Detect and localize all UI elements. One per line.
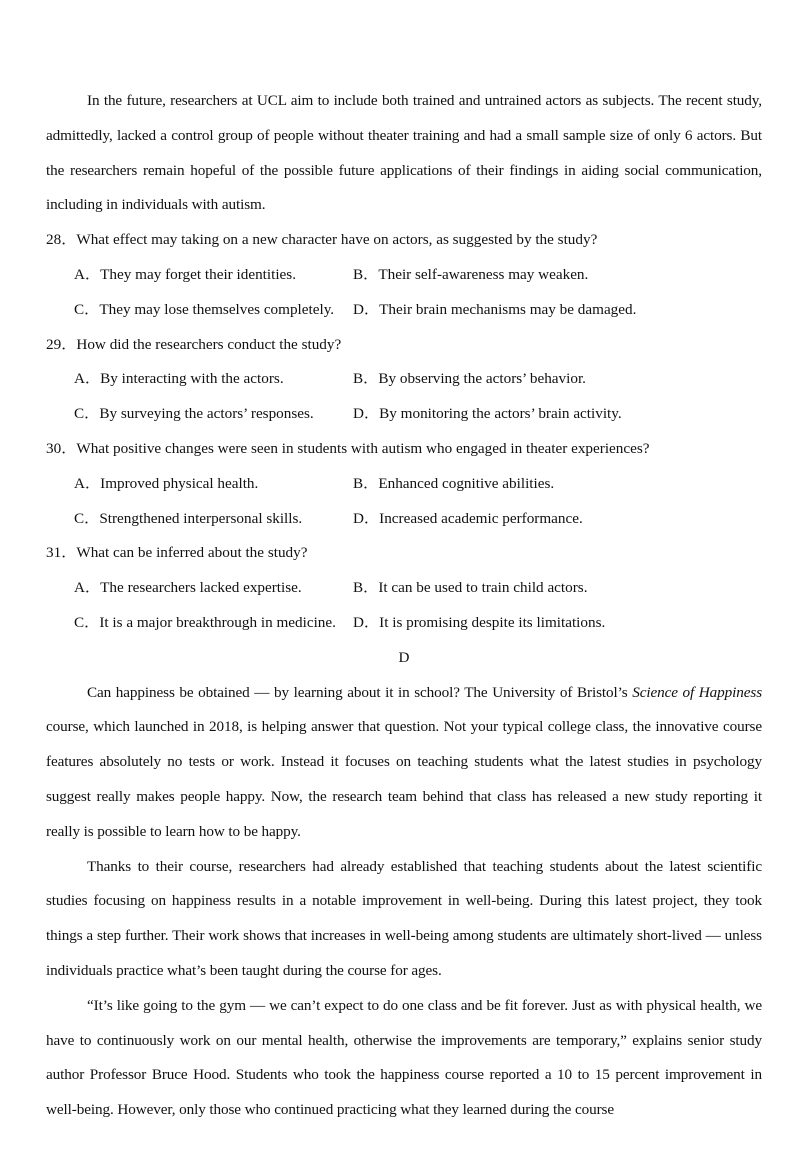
option-row xyxy=(46,397,762,432)
option-row xyxy=(46,467,762,502)
question-number: 30． xyxy=(46,439,77,457)
option-b[interactable]: B．Their self-awareness may weaken. xyxy=(353,265,589,283)
question-text: How did the researchers conduct the study? xyxy=(76,335,342,353)
question-number: 28． xyxy=(46,231,77,249)
question-stem xyxy=(46,432,762,467)
question-29 xyxy=(46,328,762,432)
passage-d-paragraph-3: “It’s like going to the gym — we can’t expect to do one class and be fit forever. Just as with physical health, we have to continuously work on our mental health, otherwise the improvements are temporary,” explains senior study author Professor Bruce Hood. Students who took the happiness course reported a 10 to 15 percent improvement in well-being. However, only those who continued practicing what they learned during the course xyxy=(46,996,762,1119)
option-a[interactable]: A．By interacting with the actors. xyxy=(74,370,284,388)
option-a[interactable]: A．The researchers lacked expertise. xyxy=(74,579,302,597)
option-row xyxy=(46,502,762,537)
question-28 xyxy=(46,223,762,327)
question-stem xyxy=(46,223,762,258)
option-d[interactable]: D．Increased academic performance. xyxy=(353,509,583,527)
question-text: What can be inferred about the study? xyxy=(76,544,308,562)
option-row xyxy=(46,571,762,606)
option-b[interactable]: B．It can be used to train child actors. xyxy=(353,579,588,597)
passage-d-paragraph-1: Can happiness be obtained — by learning about it in school? The University of Bristol’s Science of Happiness course, which launched in 2018, is helping answer that question. Not your typical college class, the innovative course features absolutely no tests or work. Instead it focuses on teaching students what the latest studies in psychology suggest really makes people happy. Now, the research team behind that class has released a new study reporting it really is possible to learn how to be happy. xyxy=(46,683,762,840)
option-d[interactable]: D．By monitoring the actors’ brain activity. xyxy=(353,405,622,423)
option-row xyxy=(46,293,762,328)
passage-d-paragraph-2: Thanks to their course, researchers had already established that teaching students about the latest scientific studies focusing on happiness results in a notable improvement in well-being. During this latest project, they took things a step further. Their work shows that increases in well-being among students are ultimately short-lived — unless individuals practice what’s been taught during the course for ages. xyxy=(46,857,762,979)
section-heading-d: D xyxy=(398,648,410,666)
question-30 xyxy=(46,432,762,536)
option-d[interactable]: D．It is promising despite its limitations. xyxy=(353,613,606,631)
option-row xyxy=(46,258,762,293)
question-stem xyxy=(46,536,762,571)
option-row xyxy=(46,606,762,641)
option-a[interactable]: A．Improved physical health. xyxy=(74,474,259,492)
option-d[interactable]: D．Their brain mechanisms may be damaged. xyxy=(353,300,637,318)
question-31 xyxy=(46,536,762,640)
question-text: What positive changes were seen in students with autism who engaged in theater experiences? xyxy=(76,439,650,457)
option-b[interactable]: B．Enhanced cognitive abilities. xyxy=(353,474,555,492)
course-title: Science of Happiness xyxy=(632,683,762,701)
intro-paragraph: In the future, researchers at UCL aim to include both trained and untrained actors as subjects. The recent study, admittedly, lacked a control group of people without theater training and had a small sample size of only 6 actors. But the researchers remain hopeful of the possible future applications of their findings in aiding social communication, including in individuals with autism. xyxy=(46,92,762,214)
option-a[interactable]: A．They may forget their identities. xyxy=(74,265,296,283)
question-number: 31． xyxy=(46,544,77,562)
option-c[interactable]: C．It is a major breakthrough in medicine. xyxy=(74,613,336,631)
option-row xyxy=(46,362,762,397)
exam-page xyxy=(46,84,762,1128)
option-b[interactable]: B．By observing the actors’ behavior. xyxy=(353,370,586,388)
question-text: What effect may taking on a new character have on actors, as suggested by the study? xyxy=(76,231,598,249)
question-stem xyxy=(46,328,762,363)
option-c[interactable]: C．By surveying the actors’ responses. xyxy=(74,405,314,423)
option-c[interactable]: C．They may lose themselves completely. xyxy=(74,300,335,318)
question-number: 29． xyxy=(46,335,77,353)
option-c[interactable]: C．Strengthened interpersonal skills. xyxy=(74,509,303,527)
